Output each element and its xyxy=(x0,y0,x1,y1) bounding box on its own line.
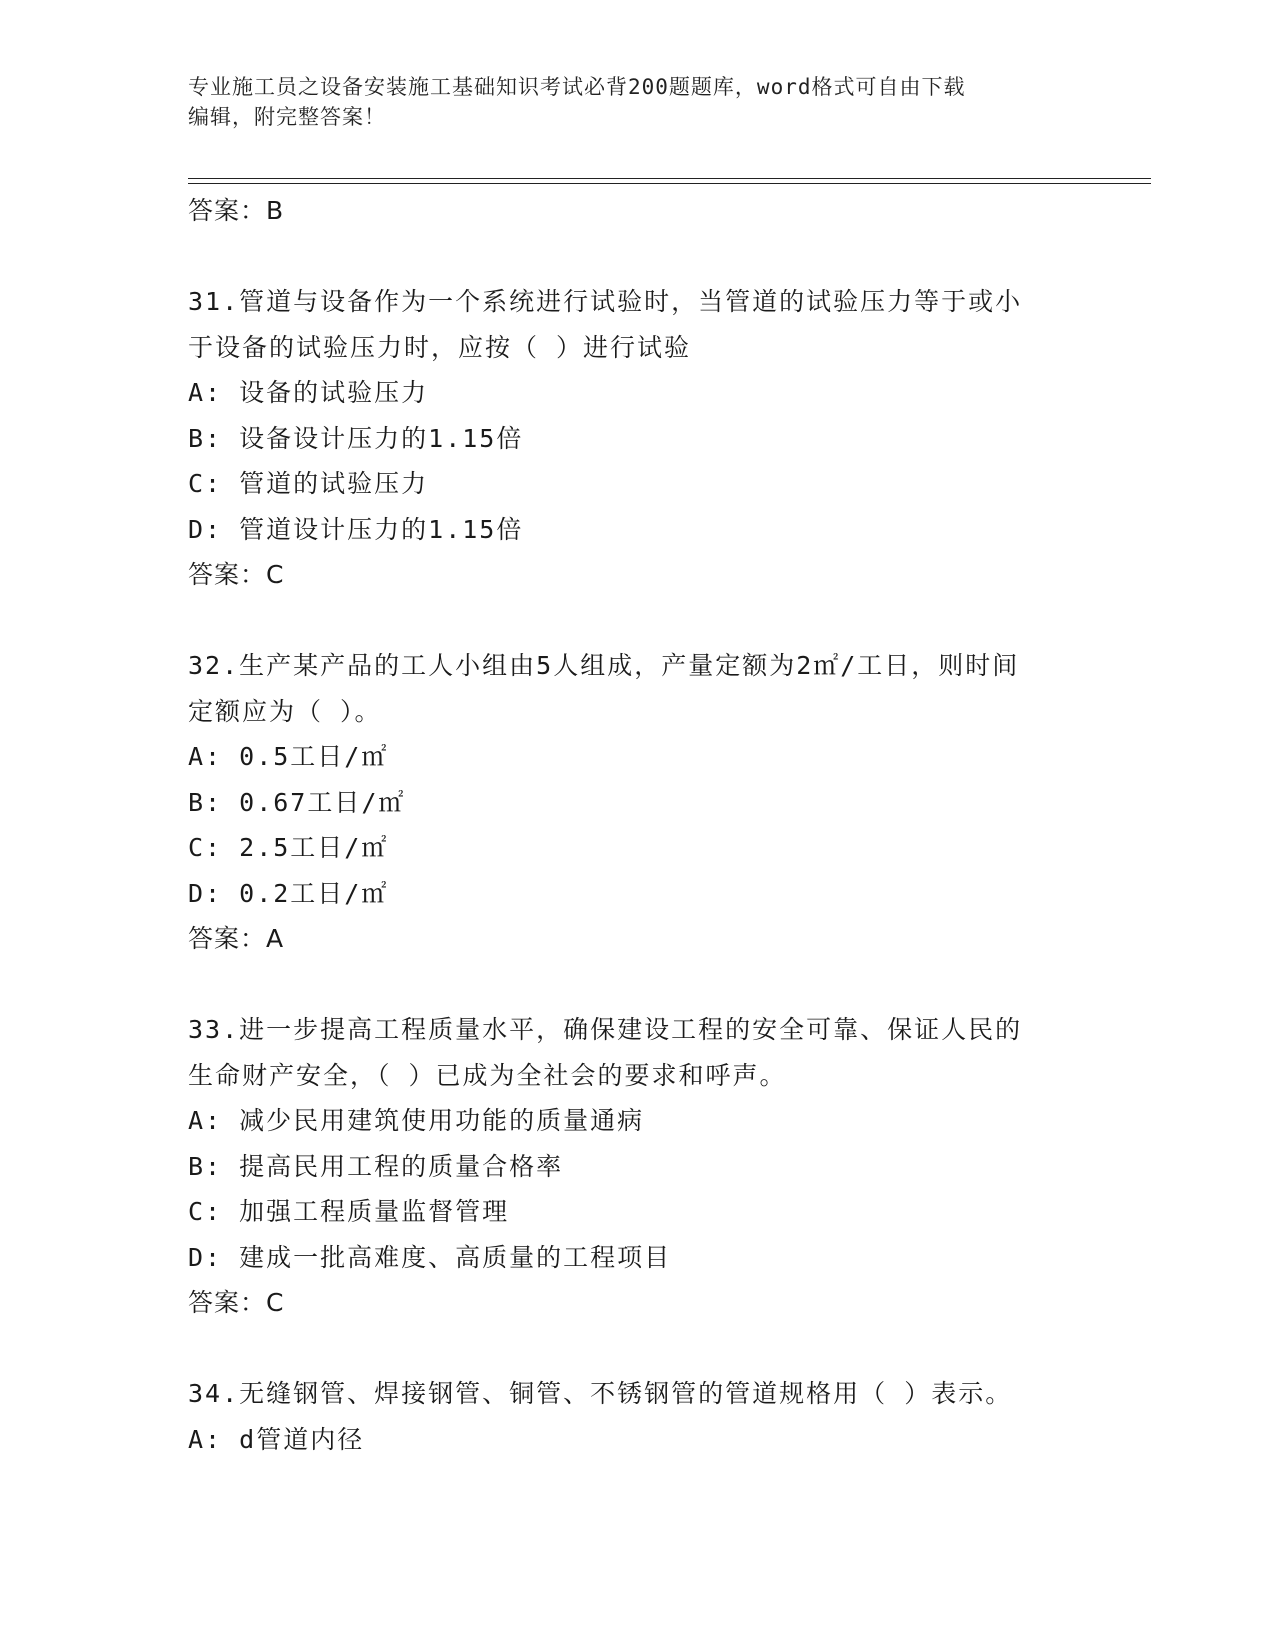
question-block xyxy=(188,643,1088,962)
spacer xyxy=(188,234,1088,280)
option-d: D: 0.2工日/㎡ xyxy=(188,878,389,908)
question-text-line: 34.无缝钢管、焊接钢管、铜管、不锈钢管的管道规格用（ ）表示。 xyxy=(188,1379,1013,1408)
option-c: C: 2.5工日/㎡ xyxy=(188,833,389,862)
answer-line: 答案：A xyxy=(188,924,285,953)
question-text-line: 生命财产安全，（ ）已成为全社会的要求和呼声。 xyxy=(188,1060,787,1090)
question-text-line: 31.管道与设备作为一个系统进行试验时，当管道的试验压力等于或小 xyxy=(188,287,1023,316)
question-list xyxy=(188,188,1088,1462)
option-d: D: 管道设计压力的1.15倍 xyxy=(188,514,524,544)
option-c: C: 加强工程质量监督管理 xyxy=(188,1197,510,1226)
option-b: B: 0.67工日/㎡ xyxy=(188,787,406,817)
option-b: B: 设备设计压力的1.15倍 xyxy=(188,423,524,453)
option-c: C: 管道的试验压力 xyxy=(188,469,429,498)
option-a: A: d管道内径 xyxy=(188,1424,365,1454)
header-divider-bottom xyxy=(188,183,1151,184)
question-text-line: 于设备的试验压力时，应按（ ）进行试验 xyxy=(188,332,692,362)
question-block xyxy=(188,279,1088,598)
spacer xyxy=(188,962,1088,1008)
header-divider-top xyxy=(188,178,1151,179)
header-title-line-1: 专业施工员之设备安装施工基础知识考试必背200题题库，word格式可自由下载 xyxy=(188,75,966,99)
question-text-line: 32.生产某产品的工人小组由5人组成，产量定额为2㎡/工日，则时间 xyxy=(188,651,1020,680)
question-text-line: 33.进一步提高工程质量水平，确保建设工程的安全可靠、保证人民的 xyxy=(188,1015,1023,1044)
answer-line: 答案：C xyxy=(188,560,285,589)
header-title-line-2: 编辑，附完整答案！ xyxy=(188,105,386,129)
document-header xyxy=(188,72,1088,132)
option-a: A: 减少民用建筑使用功能的质量通病 xyxy=(188,1106,645,1135)
answer-line: 答案：B xyxy=(188,196,285,225)
question-block xyxy=(188,1007,1088,1326)
option-d: D: 建成一批高难度、高质量的工程项目 xyxy=(188,1242,672,1272)
option-a: A: 0.5工日/㎡ xyxy=(188,742,389,771)
question-block xyxy=(188,1371,1088,1462)
spacer xyxy=(188,598,1088,644)
spacer xyxy=(188,1326,1088,1372)
option-b: B: 提高民用工程的质量合格率 xyxy=(188,1151,564,1181)
answer-line: 答案：C xyxy=(188,1288,285,1317)
option-a: A: 设备的试验压力 xyxy=(188,378,429,407)
question-text-line: 定额应为（ ）。 xyxy=(188,696,382,726)
